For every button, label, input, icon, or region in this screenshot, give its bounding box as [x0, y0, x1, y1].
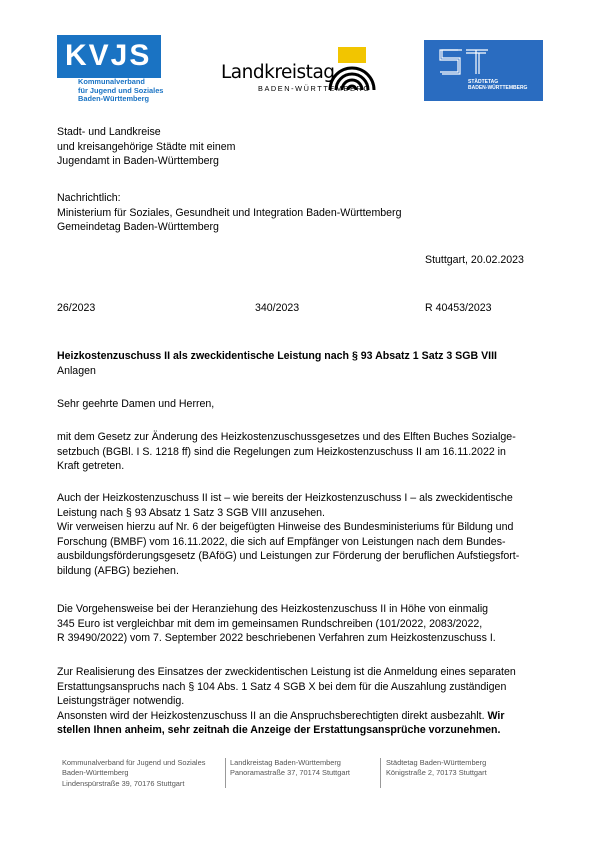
- cc-line: Ministerium für Soziales, Gesundheit und Integration Baden-Württemberg: [57, 206, 402, 219]
- footer-landkreistag-address: Landkreistag Baden-Württemberg Panoramastraße 37, 70174 Stuttgart: [230, 758, 350, 778]
- letter-subject: Heizkostenzuschuss II als zweckidentische Leistung nach § 93 Absatz 1 Satz 3 SGB VIII: [57, 350, 497, 362]
- salutation: Sehr geehrte Damen und Herren,: [57, 398, 215, 410]
- landkreistag-logo: [218, 44, 378, 100]
- footer-divider: [380, 758, 381, 788]
- recipient-line: Stadt- und Landkreise: [57, 126, 161, 138]
- recipient-block: [57, 125, 235, 169]
- landkreistag-logo-name: Landkreistag: [221, 62, 335, 83]
- footer-kvjs-address: Kommunalverband für Jugend und Soziales Baden-Württemberg Lindenspürstraße 39, 70176 Stuttgart: [62, 758, 206, 788]
- body-paragraph: Zur Realisierung des Einsatzes der zweckidentischen Leistung ist die Anmeldung eines separaten Erstattungsanspruchs nach § 104 Abs. 1 Satz 4 SGB X bei dem für die Auszahlung zuständigen Leistungsträger notwendig. Ansonsten wird der Heizkostenzuschuss II an die Anspruchsberechtigten direkt ausbezahlt. Wir stellen Ihnen anheim, sehr zeitnah die Anzeige der Erstattungsansprüche vorzunehmen.: [57, 666, 516, 736]
- cc-line: Gemeindetag Baden-Württemberg: [57, 221, 219, 233]
- reference-number: 26/2023: [57, 302, 96, 314]
- staedtetag-st-icon: [438, 48, 490, 78]
- kvjs-logo-box: [57, 35, 161, 78]
- staedtetag-logo: [424, 40, 543, 101]
- landkreistag-logo-sub: BADEN-WÜRTTEMBERG: [258, 84, 371, 93]
- letter-date: Stuttgart, 20.02.2023: [425, 254, 524, 266]
- body-paragraph: Die Vorgehensweise bei der Heranziehung des Heizkostenzuschuss II in Höhe von einmalig 345 Euro ist vergleichbar mit dem im gemeinsamen Rundschreiben (101/2022, 2083/2022, R 39490/2022) vom 7. September 2022 beschriebenen Verfahren zum Heizkostenzuschuss I.: [57, 603, 496, 644]
- kvjs-logo-text: Kommunalverband für Jugend und Soziales Baden-Württemberg: [78, 77, 164, 104]
- reference-number: R 40453/2023: [425, 302, 492, 314]
- recipient-line: Jugendamt in Baden-Württemberg: [57, 155, 219, 167]
- enclosure-note: Anlagen: [57, 365, 96, 377]
- staedtetag-logo-text: STÄDTETAG BADEN-WÜRTTEMBERG: [468, 79, 528, 91]
- body-paragraph: Auch der Heizkostenzuschuss II ist – wie bereits der Heizkostenzuschuss I – als zweckidentische Leistung nach § 93 Absatz 1 Satz 3 SGB VIII anzusehen. Wir verweisen hierzu auf Nr. 6 der beigefügten Hinweise des Bundesministeriums für Bildung und Forschung (BMBF) vom 16.11.2022, die sich auf Empfänger von Leistungen nach dem Bundes- ausbildungsförderungsgesetz (BAföG) und Leistungen zur Förderung der beruflichen Aufstiegsfort- bildung (AFBG) beziehen.: [57, 492, 520, 577]
- footer-staedtetag-address: Städtetag Baden-Württemberg Königstraße 2, 70173 Stuttgart: [386, 758, 487, 778]
- kvjs-logo: [57, 35, 179, 106]
- kvjs-logo-letters: KVJS: [65, 39, 152, 72]
- reference-number: 340/2023: [255, 302, 300, 314]
- cc-label: Nachrichtlich:: [57, 192, 121, 204]
- footer-divider: [225, 758, 226, 788]
- cc-block: [57, 191, 401, 235]
- recipient-line: und kreisangehörige Städte mit einem: [57, 140, 236, 153]
- body-paragraph: mit dem Gesetz zur Änderung des Heizkostenzuschussgesetzes und des Elften Buches Sozialge- setzbuch (BGBl. I S. 1218 ff) sind die Regelungen zum Heizkostenzuschuss II am 16.11.2022 in Kraft getreten.: [57, 431, 516, 472]
